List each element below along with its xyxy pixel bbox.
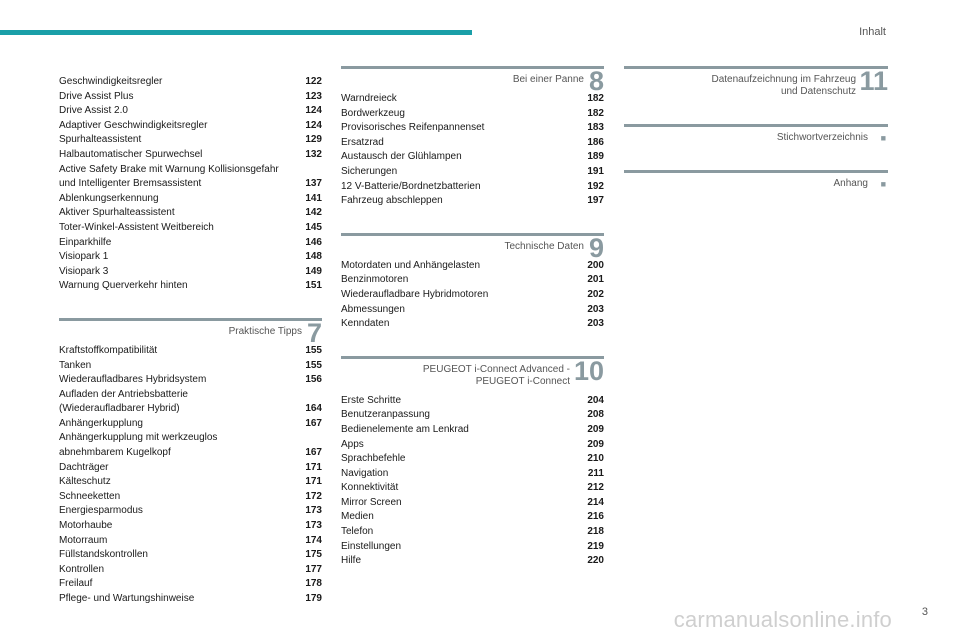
toc-entry[interactable]: [341, 136, 604, 151]
toc-entry-page: 189: [587, 151, 604, 163]
toc-entry[interactable]: [341, 394, 604, 409]
toc-entry-title: Mirror Screen: [341, 496, 402, 508]
toc-entry-page: 142: [305, 207, 322, 219]
toc-entry-page: 178: [305, 578, 322, 590]
toc-entry-title: Hilfe: [341, 555, 362, 567]
toc-entry[interactable]: [59, 417, 322, 432]
toc-entry-title: (Wiederaufladbarer Hybrid): [59, 403, 180, 415]
toc-entry-page: 210: [587, 453, 604, 465]
toc-entry-page: 148: [305, 251, 322, 263]
section-title-line-2: und Datenschutz: [780, 86, 856, 97]
toc-entry-title: Sprachbefehle: [341, 453, 406, 465]
section-header: [341, 66, 604, 96]
toc-section-11: [624, 66, 888, 100]
toc-entry-title: Telefon: [341, 526, 374, 538]
toc-entry[interactable]: [59, 344, 322, 359]
toc-entry-page: 123: [305, 90, 322, 102]
header-accent-bar: [0, 30, 472, 35]
toc-entry-page: 192: [587, 180, 604, 192]
toc-entry[interactable]: [59, 279, 322, 294]
square-marker-icon: ■: [880, 133, 886, 143]
section-number: 8: [588, 66, 604, 96]
toc-entry[interactable]: [59, 431, 322, 446]
toc-entry-page: 204: [587, 394, 604, 406]
toc-entry-page: 124: [305, 105, 322, 117]
toc-section-10: [341, 356, 604, 569]
toc-entry-page: 183: [587, 122, 604, 134]
toc-entry-page: 171: [305, 476, 322, 488]
toc-entry-page: 151: [305, 280, 322, 292]
toc-entry-page: 203: [587, 303, 604, 315]
toc-entry[interactable]: [59, 548, 322, 563]
toc-entry[interactable]: [341, 438, 604, 453]
toc-entry-page: 182: [587, 93, 604, 104]
toc-entry-page: 141: [305, 192, 322, 204]
section-title-line-1: Datenaufzeichnung im Fahrzeug: [711, 74, 856, 85]
toc-entry-title: Active Safety Brake mit Warnung Kollisionsgefahr: [59, 163, 279, 175]
toc-entry-title: Warndreieck: [341, 93, 397, 104]
toc-entry-page: 129: [305, 134, 322, 146]
toc-entry-title: Kälteschutz: [59, 476, 111, 488]
toc-entry-title: Kraftstoffkompatibilität: [59, 344, 158, 356]
toc-entry-page: 209: [587, 438, 604, 450]
toc-entry-title: Visiopark 3: [59, 265, 109, 277]
toc-entry[interactable]: [341, 165, 604, 180]
toc-entry[interactable]: [59, 133, 322, 148]
toc-entry-title: Benzinmotoren: [341, 274, 409, 286]
toc-entry-page: 137: [305, 178, 322, 190]
toc-entry[interactable]: [341, 423, 604, 438]
toc-entry-title: Tanken: [59, 359, 92, 371]
toc-entry-page: 172: [305, 490, 322, 502]
toc-entry-page: 218: [587, 526, 604, 538]
toc-entry[interactable]: [341, 452, 604, 467]
toc-entry[interactable]: [341, 194, 604, 209]
toc-entry-title: Bedienelemente am Lenkrad: [341, 423, 469, 435]
toc-entry[interactable]: [59, 359, 322, 374]
toc-entry-page: 186: [587, 136, 604, 148]
toc-entry[interactable]: [59, 577, 322, 592]
section-title[interactable]: Anhang: [833, 178, 868, 189]
toc-section-7: [59, 318, 322, 607]
toc-entry-title: und Intelligenter Bremsassistent: [59, 178, 202, 190]
toc-entry[interactable]: [341, 259, 604, 274]
toc-entry-title: Pflege- und Wartungshinweise: [59, 593, 195, 604]
toc-section-9: [341, 233, 604, 332]
square-marker-icon: ■: [880, 179, 886, 189]
toc-entry-page: 212: [587, 482, 604, 494]
toc-entry[interactable]: [341, 288, 604, 303]
section-title[interactable]: [423, 364, 570, 388]
toc-entry[interactable]: [59, 563, 322, 578]
toc-entry-title: Einstellungen: [341, 540, 402, 552]
toc-entry-page: 173: [305, 520, 322, 532]
section-number: 7: [306, 317, 322, 348]
toc-entry[interactable]: [341, 496, 604, 511]
toc-entry[interactable]: [59, 446, 322, 461]
toc-entry[interactable]: [59, 592, 322, 607]
toc-entry[interactable]: [59, 402, 322, 417]
toc-entry-title: Motorraum: [59, 534, 108, 546]
section-number: 9: [588, 232, 604, 263]
toc-entry[interactable]: [341, 273, 604, 288]
toc-entry-page: 179: [305, 593, 322, 604]
toc-entry-title: Motorhaube: [59, 520, 113, 532]
toc-entry-title: Bordwerkzeug: [341, 107, 405, 119]
page-number: 3: [921, 606, 928, 618]
section-title[interactable]: Praktische Tipps: [228, 325, 302, 337]
toc-entry-page: 149: [305, 265, 322, 277]
toc-entry[interactable]: [341, 180, 604, 195]
toc-entry-page: 202: [587, 288, 604, 300]
toc-section-appendix: [624, 170, 888, 192]
section-number: 11: [859, 66, 888, 96]
toc-entry-page: 211: [587, 467, 604, 479]
section-title[interactable]: Bei einer Panne: [512, 74, 584, 85]
toc-entry-title: 12 V-Batterie/Bordnetzbatterien: [341, 180, 481, 192]
toc-entry-page: 173: [305, 505, 322, 517]
toc-entry-title: Drive Assist 2.0: [59, 105, 128, 117]
toc-entry[interactable]: [59, 265, 322, 280]
toc-entry-page: 220: [587, 555, 604, 567]
toc-entry-title: Aktiver Spurhalteassistent: [59, 207, 175, 219]
toc-section-continued: [59, 75, 322, 294]
toc-section-8: [341, 66, 604, 209]
toc-entry[interactable]: [341, 540, 604, 555]
toc-entry[interactable]: [59, 163, 322, 178]
toc-entry-title: Kenndaten: [341, 318, 390, 330]
toc-entry-title: Austausch der Glühlampen: [341, 151, 462, 163]
section-number: 10: [573, 355, 604, 386]
toc-entry[interactable]: [59, 148, 322, 163]
toc-column-3: [624, 66, 888, 196]
toc-entry-page: 219: [587, 540, 604, 552]
toc-column-1: [59, 75, 322, 607]
toc-entry-page: 209: [587, 423, 604, 435]
toc-entry-page: 164: [305, 403, 322, 415]
toc-entry-title: Freilauf: [59, 578, 93, 590]
toc-entry[interactable]: [341, 303, 604, 318]
toc-entry-page: 156: [305, 374, 322, 386]
toc-entry-page: 124: [305, 119, 322, 131]
toc-entry-page: 132: [305, 148, 322, 160]
toc-entry-title: Abmessungen: [341, 303, 405, 315]
toc-entry-title: Einparkhilfe: [59, 236, 112, 248]
toc-entry[interactable]: [341, 92, 604, 107]
section-title[interactable]: Stichwortverzeichnis: [776, 132, 868, 143]
toc-entry-title: Anhängerkupplung: [59, 417, 143, 429]
toc-entry-page: 201: [587, 274, 604, 286]
toc-entry-title: Schneeketten: [59, 490, 121, 502]
section-header: [341, 232, 604, 263]
toc-entry[interactable]: [59, 519, 322, 534]
toc-entry[interactable]: [341, 107, 604, 122]
toc-entry-title: Toter-Winkel-Assistent Weitbereich: [59, 221, 214, 233]
toc-entry[interactable]: [59, 250, 322, 265]
section-title-line-2: PEUGEOT i-Connect: [475, 375, 570, 387]
toc-entry[interactable]: [341, 121, 604, 136]
toc-entry-title: Kontrollen: [59, 563, 105, 575]
toc-entry-title: abnehmbarem Kugelkopf: [59, 447, 171, 459]
toc-entry[interactable]: [59, 236, 322, 251]
toc-entry[interactable]: [341, 481, 604, 496]
toc-entry-page: 208: [587, 409, 604, 421]
toc-entry-title: Fahrzeug abschleppen: [341, 195, 443, 207]
toc-entry-page: 200: [587, 259, 604, 271]
toc-entry[interactable]: [59, 475, 322, 490]
toc-entry-title: Navigation: [341, 467, 389, 479]
toc-column-2: [341, 66, 604, 569]
section-title[interactable]: Technische Daten: [504, 240, 584, 252]
section-header: [624, 66, 888, 100]
toc-entry[interactable]: [59, 90, 322, 105]
toc-entry-page: 155: [305, 344, 322, 356]
toc-entry-title: Sicherungen: [341, 165, 398, 177]
toc-entry[interactable]: [59, 388, 322, 403]
toc-entry-page: 174: [305, 534, 322, 546]
toc-entry-page: 203: [587, 318, 604, 330]
watermark-text: carmanualsonline.info: [673, 607, 892, 632]
toc-entry[interactable]: [59, 192, 322, 207]
toc-entry-title: Halbautomatischer Spurwechsel: [59, 148, 203, 160]
toc-entry-page: 146: [305, 236, 322, 248]
toc-entry[interactable]: [59, 373, 322, 388]
toc-entry[interactable]: [341, 554, 604, 569]
toc-entry[interactable]: [341, 150, 604, 165]
toc-entry-title: Wiederaufladbares Hybridsystem: [59, 374, 207, 386]
toc-entry-title: Erste Schritte: [341, 394, 402, 406]
toc-entry-title: Warnung Querverkehr hinten: [59, 280, 188, 292]
section-header: [59, 317, 322, 348]
toc-entry-page: 214: [587, 496, 604, 508]
toc-entry-page: 122: [305, 76, 322, 87]
toc-entry-title: Benutzeranpassung: [341, 409, 430, 421]
toc-entry[interactable]: [59, 75, 322, 90]
toc-entry-page: 171: [305, 461, 322, 473]
toc-entry[interactable]: [59, 504, 322, 519]
section-header: [624, 124, 888, 146]
toc-entry-title: Apps: [341, 438, 364, 450]
toc-entry[interactable]: [341, 525, 604, 540]
toc-entry[interactable]: [59, 490, 322, 505]
toc-entry-page: 177: [305, 563, 322, 575]
toc-entry[interactable]: [341, 467, 604, 482]
toc-entry-title: Ablenkungserkennung: [59, 192, 159, 204]
toc-entry-title: Drive Assist Plus: [59, 90, 134, 102]
toc-section-index: [624, 124, 888, 146]
toc-entry-page: 155: [305, 359, 322, 371]
toc-entry-title: Wiederaufladbare Hybridmotoren: [341, 288, 489, 300]
toc-entry-title: Motordaten und Anhängelasten: [341, 259, 480, 271]
toc-entry-title: Visiopark 1: [59, 251, 109, 263]
toc-entry[interactable]: [341, 408, 604, 423]
toc-entry-title: Energiesparmodus: [59, 505, 143, 517]
toc-entry-page: 182: [587, 107, 604, 119]
toc-entry-title: Dachträger: [59, 461, 109, 473]
toc-entry-page: 197: [587, 195, 604, 207]
toc-entry-title: Spurhalteassistent: [59, 134, 142, 146]
toc-entry-title: Ersatzrad: [341, 136, 384, 148]
toc-entry-page: 167: [305, 447, 322, 459]
toc-entry-title: Füllstandskontrollen: [59, 549, 148, 561]
toc-entry-page: 216: [587, 511, 604, 523]
toc-entry-page: 167: [305, 417, 322, 429]
toc-entry-title: Aufladen der Antriebsbatterie: [59, 388, 188, 400]
section-title[interactable]: [711, 74, 856, 98]
toc-entry-page: 145: [305, 221, 322, 233]
toc-entry[interactable]: [59, 461, 322, 476]
section-header: [624, 170, 888, 192]
toc-entry[interactable]: [341, 317, 604, 332]
toc-entry-title: Provisorisches Reifenpannenset: [341, 122, 485, 134]
toc-entry[interactable]: [59, 104, 322, 119]
toc-entry-page: 191: [587, 165, 604, 177]
toc-entry[interactable]: [59, 206, 322, 221]
toc-entry-title: Konnektivität: [341, 482, 399, 494]
toc-entry-page: 175: [305, 549, 322, 561]
page-header-title: Inhalt: [859, 26, 886, 38]
toc-entry[interactable]: [59, 221, 322, 236]
toc-entry[interactable]: [59, 119, 322, 134]
toc-entry-title: Anhängerkupplung mit werkzeuglos: [59, 432, 218, 444]
toc-entry[interactable]: [59, 534, 322, 549]
toc-entry-title: Medien: [341, 511, 374, 523]
toc-entry[interactable]: [59, 177, 322, 192]
section-title-line-1: PEUGEOT i-Connect Advanced -: [422, 363, 570, 375]
section-header: [341, 356, 604, 390]
toc-entry-title: Geschwindigkeitsregler: [59, 76, 163, 87]
toc-entry-title: Adaptiver Geschwindigkeitsregler: [59, 119, 208, 131]
toc-entry[interactable]: [341, 510, 604, 525]
